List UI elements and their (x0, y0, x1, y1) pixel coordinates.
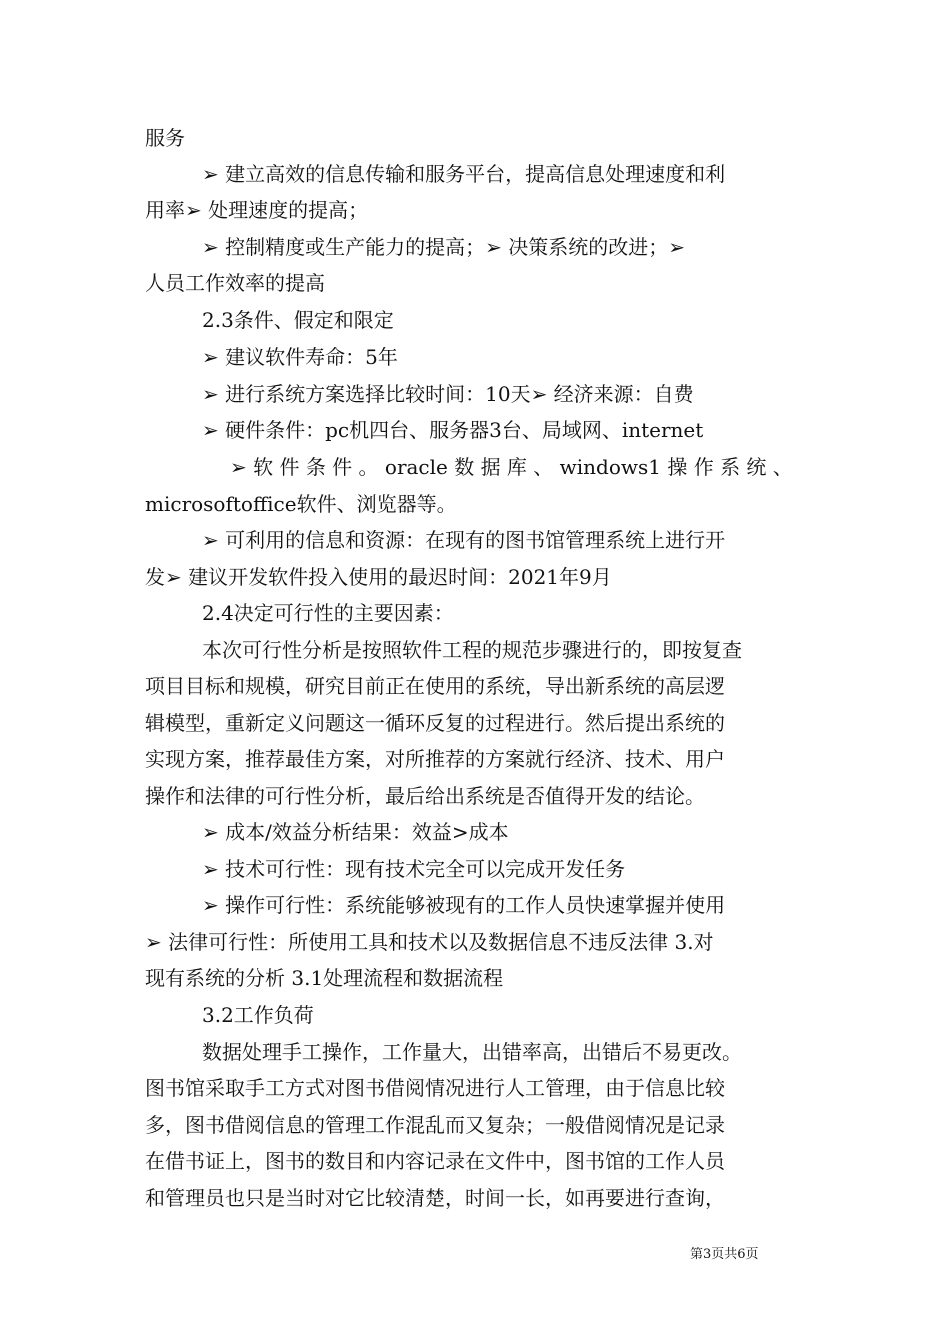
text-line-11: microsoftoffice软件、浏览器等。 (145, 492, 457, 516)
page-number-footer: 第3页共6页 (690, 1247, 759, 1262)
bullet-item-operational: ➢ 操作可行性：系统能够被现有的工作人员快速掌握并使用 (202, 893, 726, 917)
text-line-3: 用率➢ 处理速度的提高； (145, 198, 369, 222)
text-line-24: 现有系统的分析 3.1处理流程和数据流程 (145, 966, 504, 990)
bullet-item-legal: ➢ 法律可行性：所使用工具和技术以及数据信息不违反法律 3.对 (145, 930, 714, 954)
section-heading-2-4: 2.4决定可行性的主要因素： (202, 601, 454, 625)
paragraph-line-18: 实现方案，推荐最佳方案，对所推荐的方案就行经济、技术、用户 (145, 747, 725, 771)
section-heading-3-2: 3.2工作负荷 (202, 1003, 314, 1027)
text-line-5: 人员工作效率的提高 (145, 271, 325, 295)
paragraph-line-26: 数据处理手工操作，工作量大，出错率高，出错后不易更改。 (202, 1040, 742, 1064)
bullet-item-high-efficiency-platform: ➢ 建立高效的信息传输和服务平台，提高信息处理速度和利 (202, 162, 726, 186)
bullet-item-technical: ➢ 技术可行性：现有技术完全可以完成开发任务 (202, 857, 626, 881)
paragraph-line-19: 操作和法律的可行性分析，最后给出系统是否值得开发的结论。 (145, 784, 705, 808)
bullet-item-software-lifetime: ➢ 建议软件寿命：5年 (202, 345, 398, 369)
paragraph-line-30: 和管理员也只是当时对它比较清楚，时间一长，如再要进行查询， (145, 1186, 725, 1210)
paragraph-line-16: 项目目标和规模，研究目前正在使用的系统，导出新系统的高层逻 (145, 674, 725, 698)
text-line-13: 发➢ 建议开发软件投入使用的最迟时间：2021年9月 (145, 565, 612, 589)
bullet-item-comparison-time: ➢ 进行系统方案选择比较时间：10天➢ 经济来源：自费 (202, 382, 694, 406)
paragraph-line-17: 辑模型，重新定义问题这一循环反复的过程进行。然后提出系统的 (145, 711, 725, 735)
paragraph-line-15: 本次可行性分析是按照软件工程的规范步骤进行的，即按复查 (202, 638, 742, 662)
section-heading-2-3: 2.3条件、假定和限定 (202, 308, 394, 332)
bullet-item-control-precision: ➢ 控制精度或生产能力的提高；➢ 决策系统的改进；➢ (202, 235, 685, 259)
paragraph-line-28: 多，图书借阅信息的管理工作混乱而又复杂；一般借阅情况是记录 (145, 1113, 725, 1137)
bullet-item-software: ➢ 软 件 条 件 。 oracle 数 据 库 、 windows1 操 作 系 统 、 (230, 455, 793, 479)
bullet-item-resources: ➢ 可利用的信息和资源：在现有的图书馆管理系统上进行开 (202, 528, 726, 552)
text-line-1: 服务 (145, 126, 185, 150)
paragraph-line-29: 在借书证上，图书的数目和内容记录在文件中，图书馆的工作人员 (145, 1149, 725, 1173)
paragraph-line-27: 图书馆采取手工方式对图书借阅情况进行人工管理，由于信息比较 (145, 1076, 725, 1100)
bullet-item-hardware: ➢ 硬件条件：pc机四台、服务器3台、局域网、internet (202, 418, 704, 442)
bullet-item-cost-benefit: ➢ 成本/效益分析结果：效益>成本 (202, 820, 509, 844)
